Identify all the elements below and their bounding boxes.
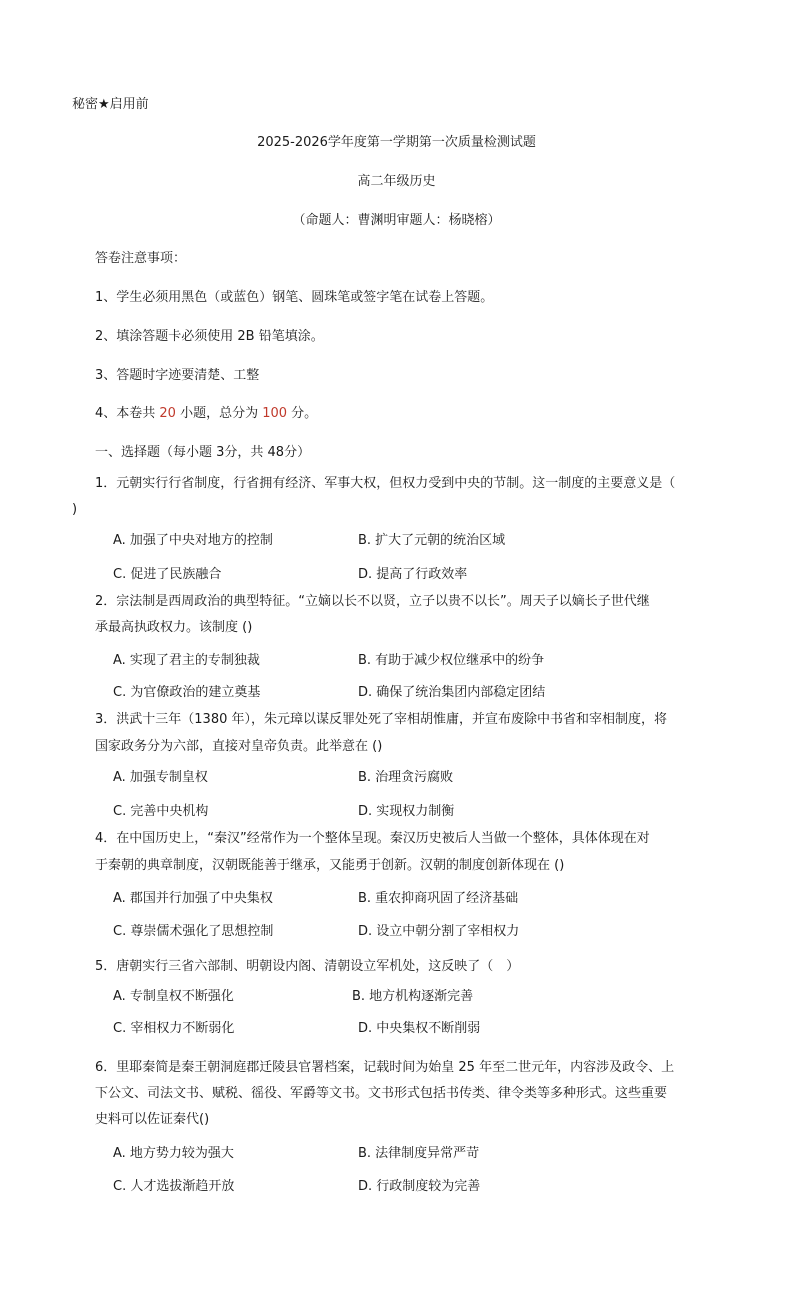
question-4-option-a: A. 郡国并行加强了中央集权 (113, 891, 273, 906)
question-6-option-c: C. 人才选拔渐趋开放 (113, 1179, 235, 1194)
question-2-line-2: 承最高执政权力。该制度 () (95, 620, 253, 635)
question-2-line-1: 2．宗法制是西周政治的典型特征。“立嫡以长不以贤，立子以贵不以长”。周天子以嫡长子世代继 (95, 594, 650, 609)
question-3-option-a: A. 加强专制皇权 (113, 770, 208, 785)
question-3-option-b: B. 治理贪污腐败 (358, 770, 454, 785)
question-3-option-d: D. 实现权力制衡 (358, 804, 455, 819)
question-1-line-2: ) (72, 502, 78, 517)
question-2-option-c: C. 为官僚政治的建立奠基 (113, 685, 261, 700)
exam-subtitle: 高二年级历史 (357, 174, 436, 189)
question-3-line-1: 3．洪武十三年（1380 年），朱元璋以谋反罪处死了宰相胡惟庸，并宣布废除中书省和宰相制度，将 (95, 712, 667, 727)
question-4-option-c: C. 尊崇儒术强化了思想控制 (113, 924, 274, 939)
question-6-line-3: 史料可以佐证秦代() (95, 1112, 210, 1127)
exam-title: 2025-2026学年度第一学期第一次质量检测试题 (257, 135, 536, 150)
total-score: 100 (262, 406, 288, 421)
question-count: 20 (159, 406, 176, 421)
question-6-option-a: A. 地方势力较为强大 (113, 1146, 234, 1161)
question-4-option-d: D. 设立中朝分割了宰相权力 (358, 924, 520, 939)
note-3: 3、答题时字迹要清楚、工整 (95, 368, 260, 383)
question-2-option-b: B. 有助于减少权位继承中的纷争 (358, 653, 545, 668)
question-2-option-d: D. 确保了统治集团内部稳定团结 (358, 685, 546, 700)
question-6-option-b: B. 法律制度异常严苛 (358, 1146, 480, 1161)
question-6-line-2: 下公文、司法文书、赋税、徭役、军爵等文书。文书形式包括书传类、律令类等多种形式。这些重要 (95, 1086, 668, 1101)
exam-authors: （命题人：曹渊明审题人：杨晓榕） (292, 213, 501, 228)
question-2-option-a: A. 实现了君主的专制独裁 (113, 653, 260, 668)
question-3-line-2: 国家政务分为六部，直接对皇帝负责。此举意在 () (95, 739, 383, 754)
notes-heading: 答卷注意事项： (95, 251, 187, 266)
question-1-option-c: C. 促进了民族融合 (113, 567, 222, 582)
question-1-option-b: B. 扩大了元朝的统治区域 (358, 533, 506, 548)
question-5-option-c: C. 宰相权力不断弱化 (113, 1021, 235, 1036)
note-4: 4、本卷共 20 小题，总分为 100 分。 (95, 406, 318, 421)
question-3-option-c: C. 完善中央机构 (113, 804, 209, 819)
note-2: 2、填涂答题卡必须使用 2B 铅笔填涂。 (95, 329, 324, 344)
question-4-line-2: 于秦朝的典章制度，汉朝既能善于继承，又能勇于创新。汉朝的制度创新体现在 () (95, 858, 565, 873)
question-6-line-1: 6．里耶秦简是秦王朝洞庭郡迁陵县官署档案，记载时间为始皇 25 年至二世元年，内容涉及政令、上 (95, 1060, 675, 1075)
question-4-line-1: 4．在中国历史上，“秦汉”经常作为一个整体呈现。秦汉历史被后人当做一个整体，具体体现在对 (95, 831, 650, 846)
question-4-option-b: B. 重农抑商巩固了经济基础 (358, 891, 519, 906)
question-5-line-1: 5．唐朝实行三省六部制、明朝设内阁、清朝设立军机处，这反映了（ ） (95, 959, 520, 974)
question-1-option-d: D. 提高了行政效率 (358, 567, 468, 582)
note-1: 1、学生必须用黑色（或蓝色）钢笔、圆珠笔或签字笔在试卷上答题。 (95, 290, 494, 305)
secret-label: 秘密★启用前 (72, 97, 149, 112)
question-5-option-a: A. 专制皇权不断强化 (113, 989, 234, 1004)
question-5-option-d: D. 中央集权不断削弱 (358, 1021, 481, 1036)
question-5-option-b: B. 地方机构逐渐完善 (352, 989, 474, 1004)
question-1-option-a: A. 加强了中央对地方的控制 (113, 533, 273, 548)
question-1-line-1: 1．元朝实行行省制度，行省拥有经济、军事大权，但权力受到中央的节制。这一制度的主要意义是（ (95, 476, 676, 491)
question-6-option-d: D. 行政制度较为完善 (358, 1179, 481, 1194)
section-heading: 一、选择题（每小题 3分，共 48分） (95, 445, 311, 460)
